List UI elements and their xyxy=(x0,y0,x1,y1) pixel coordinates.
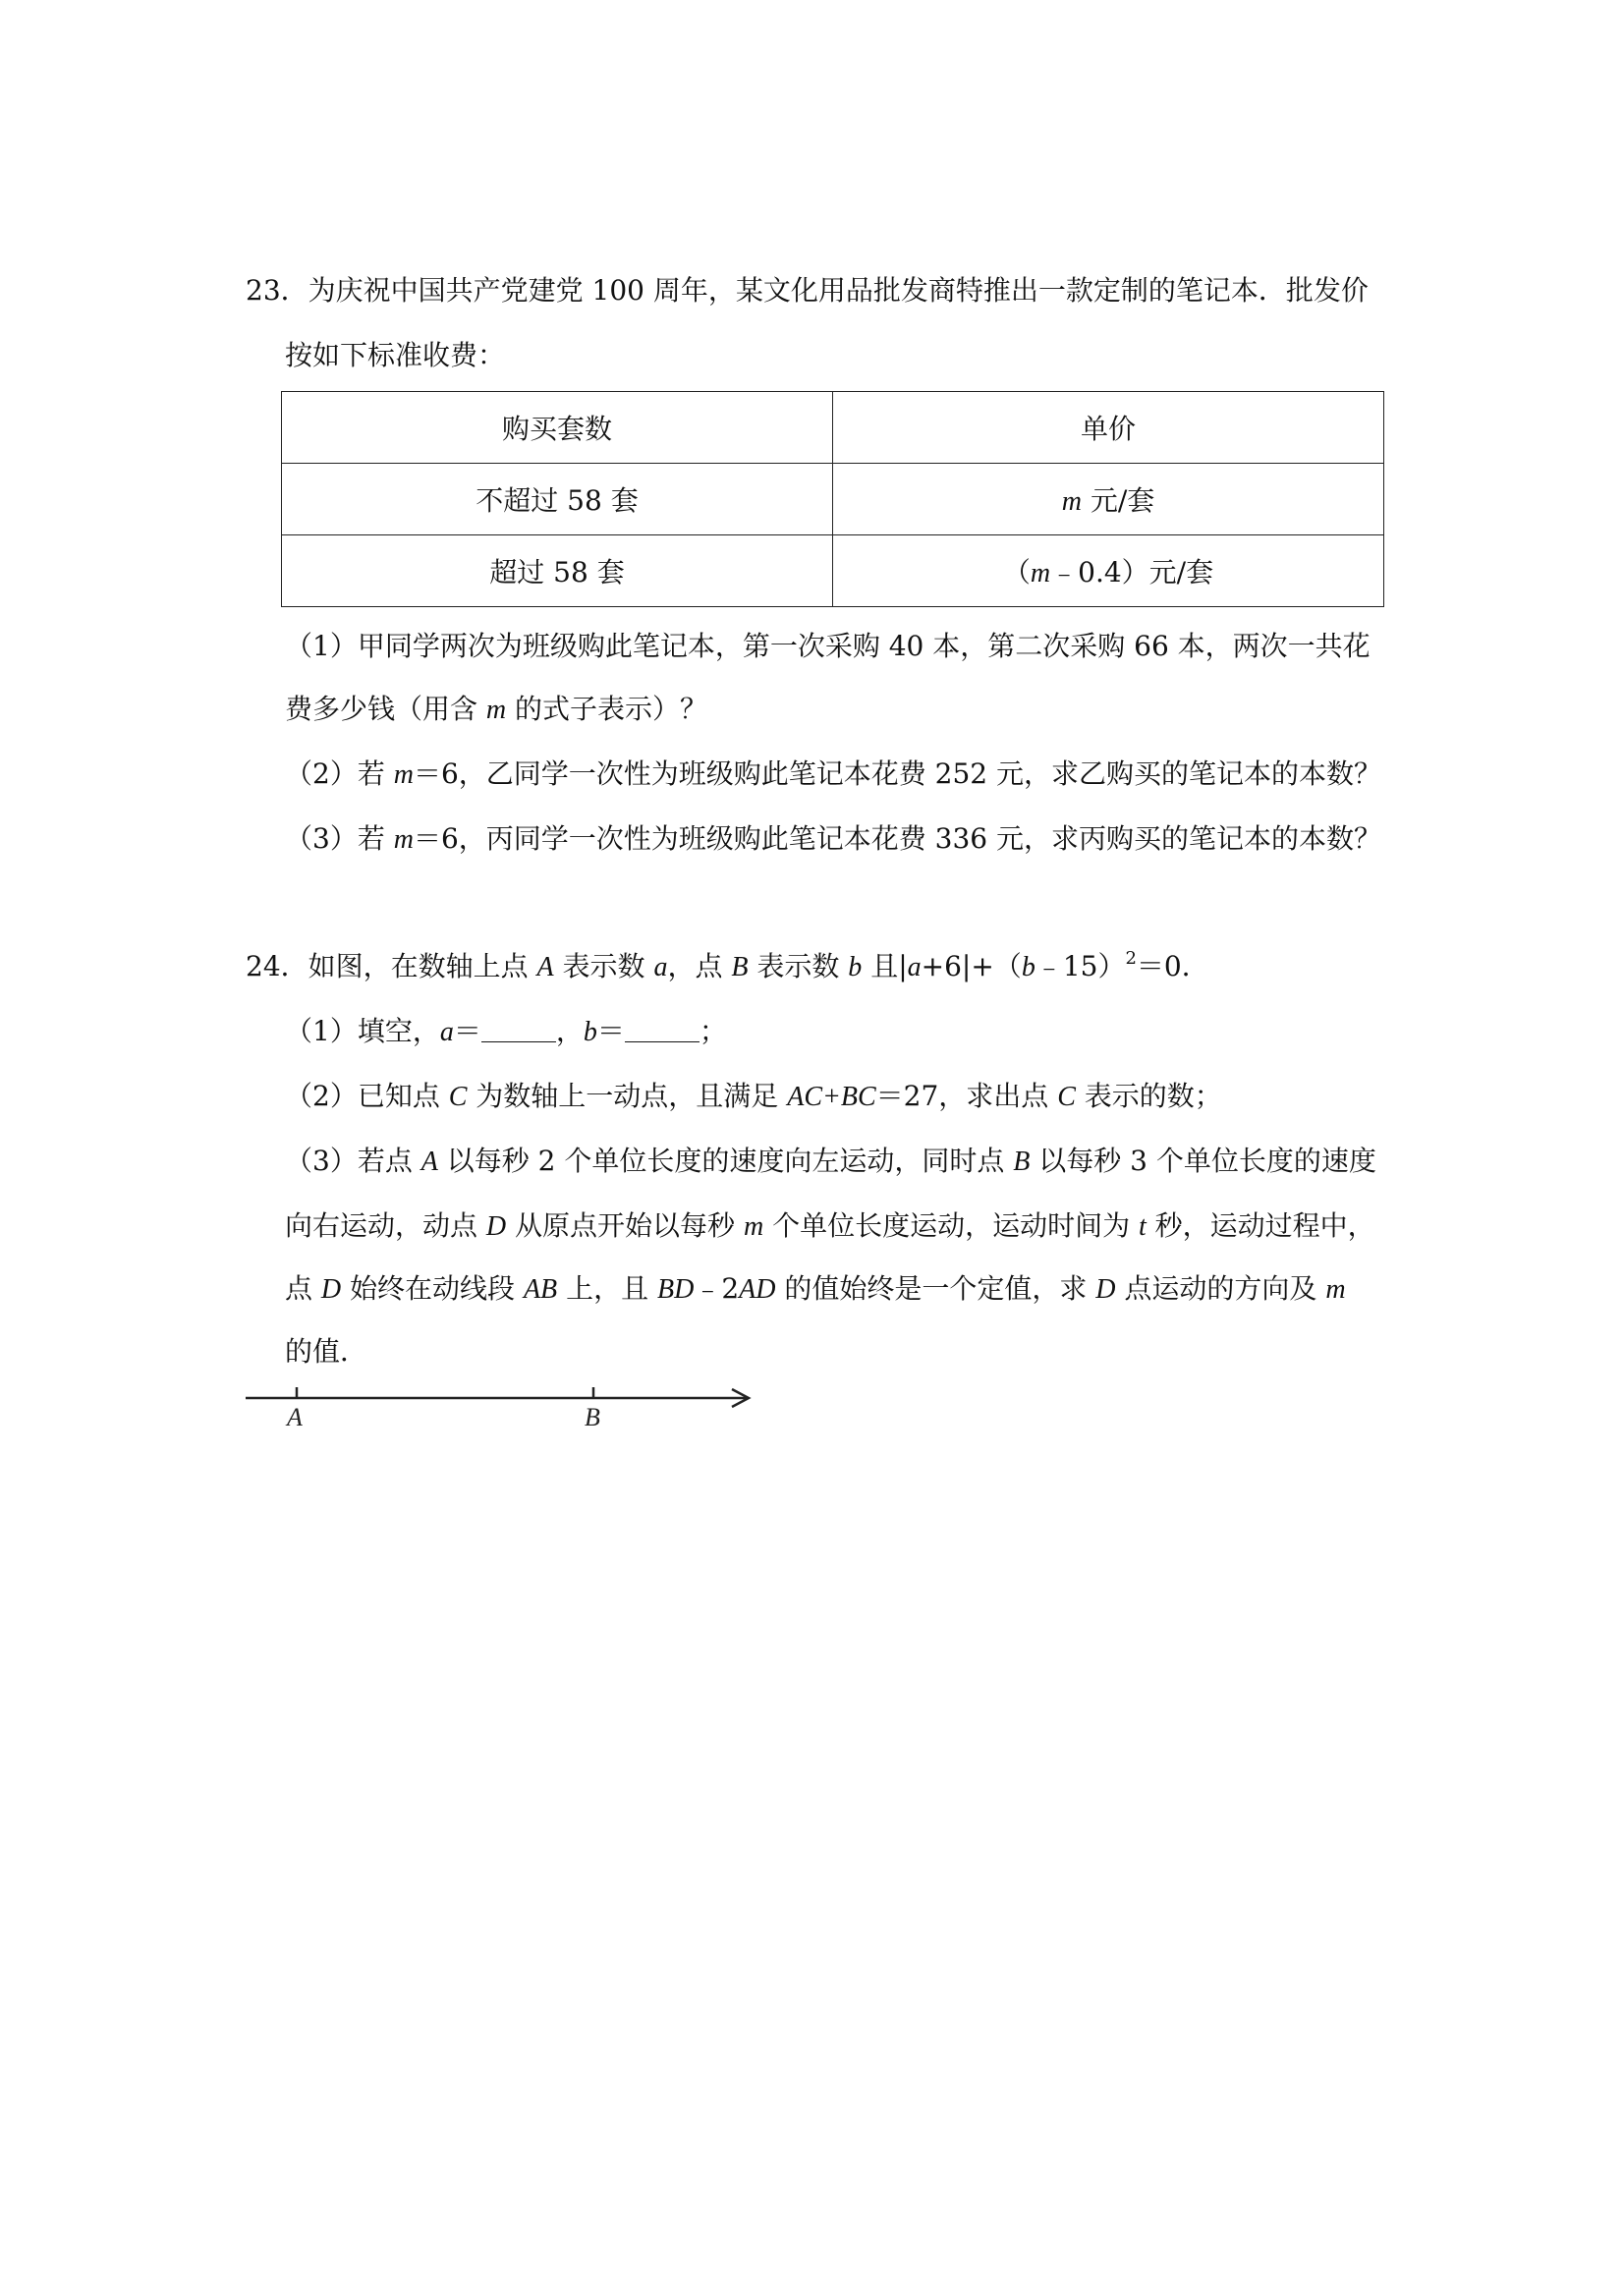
text: （3）若点 xyxy=(285,1145,421,1177)
row2-price-var: m xyxy=(1030,558,1051,588)
header-price: 单价 xyxy=(833,392,1384,464)
q23-part1-line1: （1）甲同学两次为班级购此笔记本，第一次采购 40 本，第二次采购 66 本，两次一共花 xyxy=(285,630,1371,662)
var-m: m xyxy=(485,695,507,725)
var-m: m xyxy=(393,759,414,790)
var-m: m xyxy=(393,824,414,855)
q23-part3 xyxy=(285,819,1381,860)
text: ； xyxy=(699,1015,727,1047)
row1-price-var: m xyxy=(1061,486,1082,517)
q23-part1-line2 xyxy=(285,690,707,730)
text: ，点 xyxy=(667,950,732,982)
var: C xyxy=(448,1082,468,1112)
text: 费多少钱（用含 xyxy=(285,693,486,725)
row2-price xyxy=(833,535,1384,607)
var: C xyxy=(1057,1082,1076,1112)
text: 始终在动线段 xyxy=(341,1272,524,1305)
q24-part2 xyxy=(285,1077,1222,1117)
point-label-b: B xyxy=(585,1403,600,1431)
text: +6|+（ xyxy=(921,950,1022,982)
var: AB xyxy=(523,1274,558,1305)
var: a xyxy=(439,1017,454,1047)
text: ， xyxy=(555,1015,584,1047)
var: a xyxy=(653,952,668,982)
q24-part1 xyxy=(285,1012,727,1052)
var: D xyxy=(320,1274,342,1305)
var: BD xyxy=(656,1274,695,1305)
text: ＝27，求出点 xyxy=(875,1080,1058,1112)
table-header-row xyxy=(282,392,1384,464)
text: ＝0． xyxy=(1136,950,1209,982)
text: ＝ xyxy=(596,1015,625,1047)
var: b xyxy=(848,952,863,982)
text: （1）填空， xyxy=(285,1015,440,1047)
header-qty: 购买套数 xyxy=(282,392,833,464)
text: （2）若 xyxy=(285,757,394,790)
text: 为数轴上一动点，且满足 xyxy=(467,1080,788,1112)
text: 秒，运动过程中， xyxy=(1146,1209,1375,1242)
text: 且| xyxy=(862,950,908,982)
var: AD xyxy=(739,1274,776,1305)
q24-part3-line2 xyxy=(285,1206,1375,1247)
row1-price xyxy=(833,464,1384,535)
row2-price-rest: ﹣0.4）元/套 xyxy=(1050,556,1214,588)
text: 点 xyxy=(285,1272,321,1305)
price-table xyxy=(281,391,1384,607)
var: D xyxy=(485,1211,507,1242)
text: 的值始终是一个定值，求 xyxy=(775,1272,1096,1305)
text: ﹣2 xyxy=(694,1272,740,1305)
exponent: 2 xyxy=(1125,948,1137,969)
point-label-a: A xyxy=(287,1403,303,1431)
var: AC+BC xyxy=(787,1082,876,1112)
text: 表示数 xyxy=(553,950,654,982)
q24-number: 24． xyxy=(246,950,308,982)
table-row xyxy=(282,535,1384,607)
q24-part3-line4: 的值． xyxy=(285,1335,368,1368)
var: m xyxy=(1325,1274,1346,1305)
q23-part2 xyxy=(285,755,1381,795)
var: B xyxy=(1013,1147,1031,1177)
answer-blank-a[interactable] xyxy=(481,1016,556,1042)
var: b xyxy=(583,1017,597,1047)
q24-part3-line1 xyxy=(285,1142,1376,1182)
var: A xyxy=(536,952,554,982)
row2-price-open: （ xyxy=(1002,556,1031,588)
var: t xyxy=(1139,1211,1147,1242)
q24-part3-line3 xyxy=(285,1269,1346,1310)
answer-blank-b[interactable] xyxy=(625,1016,700,1042)
text: 上，且 xyxy=(557,1272,657,1305)
text: 以每秒 3 个单位长度的速度 xyxy=(1030,1145,1376,1177)
text: 的式子表示）？ xyxy=(506,693,708,725)
q23-intro-text1: 为庆祝中国共产党建党 100 周年，某文化用品批发商特推出一款定制的笔记本．批发价 xyxy=(308,274,1369,307)
text: 以每秒 2 个单位长度的速度向左运动，同时点 xyxy=(437,1145,1014,1177)
var: b xyxy=(1021,952,1035,982)
q23-intro-line2: 按如下标准收费： xyxy=(285,339,506,371)
text: （3）若 xyxy=(285,822,394,855)
text: 表示的数； xyxy=(1075,1080,1222,1112)
text: 表示数 xyxy=(748,950,849,982)
row1-price-rest: 元/套 xyxy=(1081,484,1155,517)
row2-qty: 超过 58 套 xyxy=(282,535,833,607)
var: m xyxy=(743,1211,764,1242)
var: D xyxy=(1095,1274,1116,1305)
text: 个单位长度运动，运动时间为 xyxy=(763,1209,1139,1242)
text: （2）已知点 xyxy=(285,1080,449,1112)
text: 如图，在数轴上点 xyxy=(308,950,537,982)
q23-intro-line1 xyxy=(246,271,1369,310)
table-row xyxy=(282,464,1384,535)
text: 向右运动，动点 xyxy=(285,1209,486,1242)
text: 从原点开始以每秒 xyxy=(506,1209,744,1242)
text: 点运动的方向及 xyxy=(1115,1272,1326,1305)
text: ＝6，乙同学一次性为班级购此笔记本花费 252 元，求乙购买的笔记本的本数？ xyxy=(413,757,1382,790)
var: a xyxy=(907,952,922,982)
text: ﹣15） xyxy=(1035,950,1126,982)
text: ＝ xyxy=(453,1015,481,1047)
q23-number: 23． xyxy=(246,274,308,307)
row1-qty: 不超过 58 套 xyxy=(282,464,833,535)
text: ＝6，丙同学一次性为班级购此笔记本花费 336 元，求丙购买的笔记本的本数？ xyxy=(413,822,1382,855)
number-line-figure xyxy=(236,1371,766,1439)
var: A xyxy=(420,1147,438,1177)
q24-stem xyxy=(246,947,1209,987)
var: B xyxy=(731,952,749,982)
